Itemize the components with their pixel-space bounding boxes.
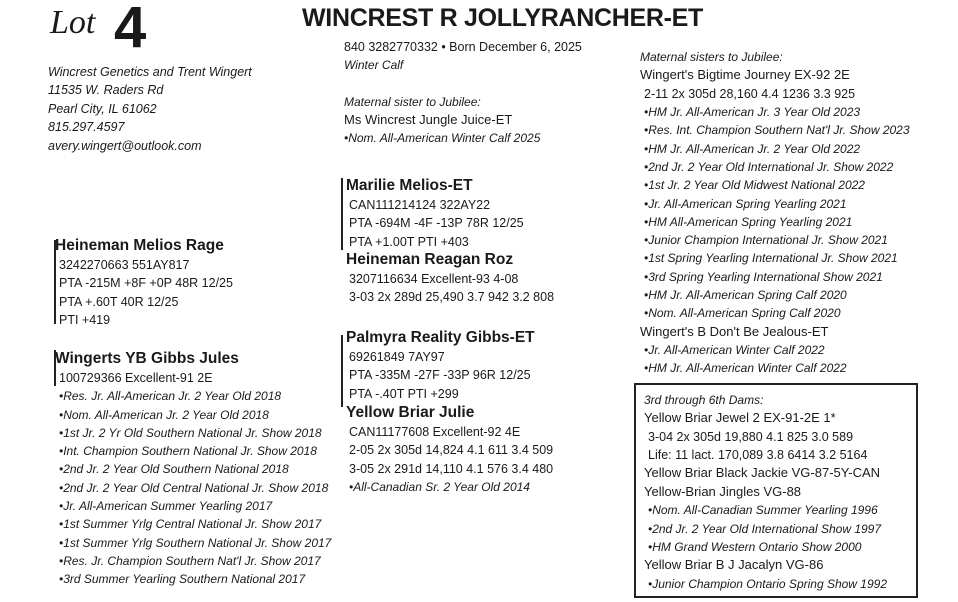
dams-box-label: 3rd through 6th Dams: (644, 393, 764, 407)
dams-box (634, 383, 918, 598)
sire-sire-line: PTA -694M -4F -13P 78R 12/25 (349, 216, 524, 231)
dam5-award: •2nd Jr. 2 Year Old International Show 1997 (648, 521, 882, 536)
dam-line: 100729366 Excellent-91 2E (59, 371, 213, 385)
sister1-award: •Nom. All-American Spring Calf 2020 (644, 306, 841, 321)
dam-dam-line: 3-05 2x 291d 14,110 4.1 576 3.4 480 (349, 461, 554, 476)
sister1-award: •Junior Champion International Jr. Show 2021 (644, 233, 888, 248)
sire-name: Heineman Melios Rage (55, 237, 224, 254)
consignor-phone: 815.297.4597 (48, 120, 125, 135)
pedigree-bracket-sire-sire (341, 178, 343, 250)
dam-award: •2nd Jr. 2 Year Old Central National Jr. Show 2018 (59, 480, 329, 495)
dam-sire-line: PTA -335M -27F -33P 96R 12/25 (349, 368, 531, 383)
subject-info (344, 38, 582, 148)
dam3-name: Yellow Briar Jewel 2 EX-91-2E 1* (644, 410, 836, 426)
sister1-award: •HM Jr. All-American Spring Calf 2020 (644, 288, 847, 303)
dam-award: •Res. Jr. Champion Southern Nat'l Jr. Show 2017 (59, 553, 321, 568)
pedigree-bracket-dam-sire (341, 335, 343, 407)
dam-award: •Res. Jr. All-American Jr. 2 Year Old 2018 (59, 389, 282, 404)
consignor-address: 11535 W. Raders Rd (48, 83, 164, 98)
dam-block (55, 349, 331, 589)
dam-award: •1st Summer Yrlg Southern National Jr. Show 2017 (59, 535, 332, 550)
sister2-name: Wingert's B Don't Be Jealous-ET (640, 323, 829, 339)
sire-line: PTI +419 (59, 312, 111, 327)
dam-award: •Nom. All-American Jr. 2 Year Old 2018 (59, 407, 269, 422)
subject-class: Winter Calf (344, 58, 404, 73)
dam-award: •3rd Summer Yearling Southern National 2017 (59, 572, 306, 587)
lot-label: Lot (50, 4, 96, 41)
sire-sire-line: CAN111214124 322AY22 (349, 198, 491, 212)
sister1-award: •Jr. All-American Spring Yearling 2021 (644, 196, 847, 211)
dam6-name: Yellow Briar B J Jacalyn VG-86 (644, 557, 824, 573)
sire-sire-block (346, 176, 524, 251)
sire-line: PTA +.60T 40R 12/25 (59, 294, 179, 309)
sister1-award: •HM Jr. All-American Jr. 3 Year Old 2023 (644, 105, 861, 120)
dam-sire-name: Palmyra Reality Gibbs-ET (346, 329, 535, 346)
sister1-record: 2-11 2x 305d 28,160 4.4 1236 3.3 925 (644, 86, 856, 101)
dam-sire-block (346, 328, 535, 403)
lot-number: 4 (114, 0, 147, 60)
sire-dam-block (346, 250, 554, 307)
maternal-sisters-block (640, 48, 910, 378)
maternal-sisters-label: Maternal sisters to Jubilee: (640, 50, 783, 64)
dam-dam-line: CAN11177608 Excellent-92 4E (349, 425, 521, 439)
sister2-award: •HM Jr. All-American Winter Calf 2022 (644, 361, 847, 376)
animal-title: WINCREST R JOLLYRANCHER-ET (302, 4, 704, 32)
sire-dam-name: Heineman Reagan Roz (346, 251, 514, 268)
consignor-name: Wincrest Genetics and Trent Wingert (48, 65, 252, 79)
dam-award: •1st Jr. 2 Yr Old Southern National Jr. Show 2018 (59, 425, 322, 440)
sister1-award: •HM Jr. All-American Jr. 2 Year Old 2022 (644, 141, 861, 156)
sister2-award: •Jr. All-American Winter Calf 2022 (644, 343, 825, 358)
sister1-award: •1st Jr. 2 Year Old Midwest National 2022 (644, 178, 865, 193)
consignor-city: Pearl City, IL 61062 (48, 101, 157, 116)
maternal-sister-award: •Nom. All-American Winter Calf 2025 (344, 131, 541, 146)
sire-dam-line: 3207116634 Excellent-93 4-08 (349, 272, 519, 286)
dam-sire-line: 69261849 7AY97 (349, 350, 445, 364)
sister1-award: •Res. Int. Champion Southern Nat'l Jr. Show 2023 (644, 123, 910, 138)
sister1-award: •2nd Jr. 2 Year Old International Jr. Show 2022 (644, 159, 894, 174)
dam4-name: Yellow Briar Black Jackie VG-87-5Y-CAN (644, 465, 881, 481)
dam-award: •Int. Champion Southern National Jr. Show 2018 (59, 444, 317, 459)
consignor-email: avery.wingert@outlook.com (48, 138, 202, 153)
maternal-sister-name: Ms Wincrest Jungle Juice-ET (344, 111, 513, 127)
dam-dam-award: •All-Canadian Sr. 2 Year Old 2014 (349, 479, 530, 494)
sire-sire-name: Marilie Melios-ET (346, 177, 473, 194)
dam-award: •1st Summer Yrlg Central National Jr. Show 2017 (59, 517, 322, 532)
dam-award: •Jr. All-American Summer Yearling 2017 (59, 499, 273, 514)
dam5-name: Yellow-Brian Jingles VG-88 (644, 483, 802, 499)
sire-dam-line: 3-03 2x 289d 25,490 3.7 942 3.2 808 (349, 290, 555, 305)
sire-line: 3242270663 551AY817 (59, 258, 190, 272)
subject-id-line: 840 3282770332 • Born December 6, 2025 (344, 40, 582, 54)
dam-dam-line: 2-05 2x 305d 14,824 4.1 611 3.4 509 (349, 443, 554, 458)
dam5-award: •Nom. All-Canadian Summer Yearling 1996 (648, 503, 878, 518)
dam3-line: 3-04 2x 305d 19,880 4.1 825 3.0 589 (648, 429, 854, 444)
sire-block (55, 236, 233, 329)
dam-award: •2nd Jr. 2 Year Old Southern National 2018 (59, 462, 289, 477)
sire-sire-line: PTA +1.00T PTI +403 (349, 234, 469, 249)
sire-line: PTA -215M +8F +0P 48R 12/25 (59, 276, 233, 291)
dam-dam-block (346, 403, 553, 496)
sister1-name: Wingert's Bigtime Journey EX-92 2E (640, 67, 850, 83)
sister1-award: •HM All-American Spring Yearling 2021 (644, 214, 853, 229)
consignor-contact (48, 63, 252, 155)
dam6-award: •Junior Champion Ontario Spring Show 1992 (648, 576, 888, 591)
maternal-sister-label: Maternal sister to Jubilee: (344, 94, 481, 109)
dam3-line: Life: 11 lact. 170,089 3.8 6414 3.2 5164 (648, 448, 868, 463)
sister1-award: •3rd Spring Yearling International Show 2021 (644, 269, 883, 284)
dam-sire-line: PTA -.40T PTI +299 (349, 386, 459, 401)
dam-dam-name: Yellow Briar Julie (346, 404, 475, 421)
sister1-award: •1st Spring Yearling International Jr. Show 2021 (644, 251, 898, 266)
dam5-award: •HM Grand Western Ontario Show 2000 (648, 539, 862, 554)
dam-name: Wingerts YB Gibbs Jules (55, 350, 239, 367)
